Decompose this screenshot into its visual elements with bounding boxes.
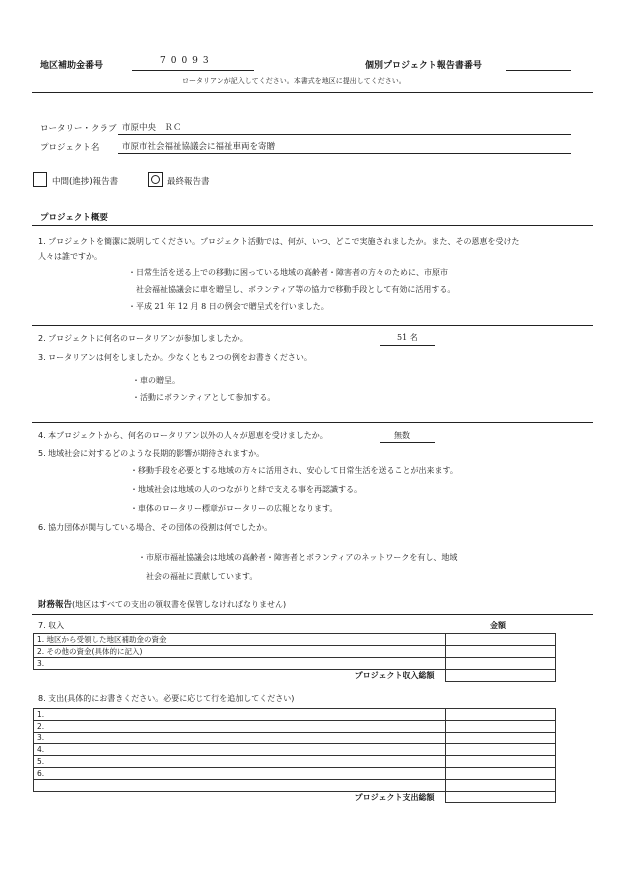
interim-report-label: 中間(進捗)報告書 — [52, 177, 119, 187]
expense-total-cell[interactable] — [445, 791, 555, 803]
finance-heading-title: 財務報告 — [38, 600, 73, 610]
expense-amount-cell[interactable] — [445, 732, 555, 744]
club-label: ロータリー・クラブ — [40, 124, 117, 134]
final-report-checkbox[interactable] — [148, 172, 163, 187]
expense-amount-cell[interactable] — [445, 767, 555, 779]
finance-heading — [38, 598, 286, 610]
expense-item-label[interactable]: 4. — [34, 744, 446, 756]
expense-item-label[interactable]: 2. — [34, 720, 446, 732]
income-item-label: 1. 地区から受領した地区補助金の資金 — [34, 634, 446, 646]
expense-item-label[interactable]: 6. — [34, 767, 446, 779]
a5-line: ・車体のロータリー標章がロータリーの広報となります。 — [130, 504, 338, 513]
a2-underline — [380, 345, 435, 346]
header-divider — [32, 92, 593, 93]
q5-text: 5. 地域社会に対するどのような長期的影響が期待されますか。 — [38, 449, 265, 458]
table-row — [34, 732, 556, 744]
expense-label: 8. 支出(具体的にお書きください。必要に応じて行を追加してください) — [38, 694, 295, 703]
a1-line: ・平成 21 年 12 月 8 日の例会で贈呈式を行いました。 — [128, 302, 329, 311]
overview-heading: プロジェクト概要 — [40, 213, 108, 223]
income-item-label: 3. — [34, 658, 446, 670]
table-row — [34, 634, 556, 646]
q2-text: 2. プロジェクトに何名のロータリアンが参加しましたか。 — [38, 334, 248, 343]
table-row — [34, 767, 556, 779]
income-total-cell[interactable] — [445, 669, 555, 681]
income-amount-cell[interactable] — [445, 658, 555, 670]
table-row — [34, 669, 556, 681]
income-amount-cell[interactable] — [445, 646, 555, 658]
expense-amount-cell[interactable] — [445, 744, 555, 756]
expense-amount-cell[interactable] — [445, 720, 555, 732]
final-report-label: 最終報告書 — [167, 177, 210, 187]
a6-line: ・市原市福祉協議会は地域の高齢者・障害者とボランティアのネットワークを有し、地域 — [138, 553, 458, 562]
table-row — [34, 709, 556, 721]
expense-amount-cell[interactable] — [445, 779, 555, 791]
table-row — [34, 658, 556, 670]
income-item-label: 2. その他の資金(具体的に記入) — [34, 646, 446, 658]
a5-line: ・移動手段を必要とする地域の方々に活用され、安心して日常生活を送ることが出来ます。 — [130, 466, 458, 475]
a3-line: ・活動にボランティアとして参加する。 — [132, 393, 276, 402]
a3-line: ・車の贈呈。 — [132, 376, 180, 385]
table-row — [34, 756, 556, 768]
income-table — [33, 633, 556, 682]
table-row — [34, 744, 556, 756]
table-row — [34, 720, 556, 732]
table-row — [34, 791, 556, 803]
table-row — [34, 646, 556, 658]
finance-heading-note: (地区はすべての支出の領収書を保管しなければなりません) — [72, 600, 287, 609]
a2-value[interactable]: 51 名 — [397, 333, 418, 342]
income-total-label: プロジェクト収入総額 — [354, 670, 435, 680]
q3-divider — [32, 422, 593, 423]
a4-value[interactable]: 無数 — [394, 431, 410, 440]
a5-line: ・地域社会は地域の人のつながりと絆で支える事を再認識する。 — [130, 485, 362, 494]
q1-divider — [32, 325, 593, 326]
income-label: 7. 収入 — [38, 621, 65, 630]
a4-underline — [380, 442, 435, 443]
expense-amount-cell[interactable] — [445, 756, 555, 768]
a6-line: 社会の福祉に貢献しています。 — [138, 572, 258, 581]
q3-text: 3. ロータリアンは何をしましたか。少なくとも２つの例をお書きください。 — [38, 353, 312, 362]
project-name-underline — [118, 153, 571, 154]
checked-circle-icon — [151, 175, 160, 184]
q1-text-line2: 人々は誰ですか。 — [38, 252, 102, 261]
table-row — [34, 779, 556, 791]
project-name-value[interactable]: 市原市社会福祉協議会に福祉車両を寄贈 — [122, 142, 276, 152]
overview-divider — [32, 225, 593, 226]
club-value[interactable]: 市原中央 ＲＣ — [122, 123, 182, 133]
interim-report-checkbox[interactable] — [33, 172, 47, 187]
income-amount-cell[interactable] — [445, 634, 555, 646]
project-name-label: プロジェクト名 — [40, 143, 100, 153]
grant-number-underline — [132, 70, 254, 71]
finance-divider — [32, 614, 593, 615]
a1-line: ・日常生活を送る上での移動に困っている地域の高齢者・障害者の方々のために、市原市 — [128, 268, 448, 277]
expense-item-label[interactable] — [34, 779, 446, 791]
q6-text: 6. 協力団体が関与している場合、その団体の役割は何でしたか。 — [38, 523, 273, 532]
expense-table — [33, 708, 556, 803]
expense-item-label[interactable]: 3. — [34, 732, 446, 744]
q4-text: 4. 本プロジェクトから、何名のロータリアン以外の人々が恩恵を受けましたか。 — [38, 431, 328, 440]
header-instruction: ロータリアンが記入してください。本書式を地区に提出してください。 — [182, 77, 406, 85]
a1-line: 社会福祉協議会に車を贈呈し、ボランティア等の協力で移動手段として有効に活用する。 — [128, 285, 456, 294]
report-number-label: 個別プロジェクト報告書番号 — [365, 61, 482, 71]
grant-number-label: 地区補助金番号 — [40, 61, 104, 71]
amount-column-label: 金額 — [490, 621, 506, 630]
report-number-underline — [506, 70, 571, 71]
expense-item-label[interactable]: 1. — [34, 709, 446, 721]
expense-amount-cell[interactable] — [445, 709, 555, 721]
expense-total-label: プロジェクト支出総額 — [354, 792, 435, 802]
expense-item-label[interactable]: 5. — [34, 756, 446, 768]
club-underline — [118, 134, 571, 135]
q1-text-line1: 1. プロジェクトを簡潔に説明してください。プロジェクト活動では、何が、いつ、どこで実施されましたか。また、その恩恵を受けた — [38, 237, 520, 246]
grant-number-value[interactable]: 70093 — [160, 56, 214, 66]
